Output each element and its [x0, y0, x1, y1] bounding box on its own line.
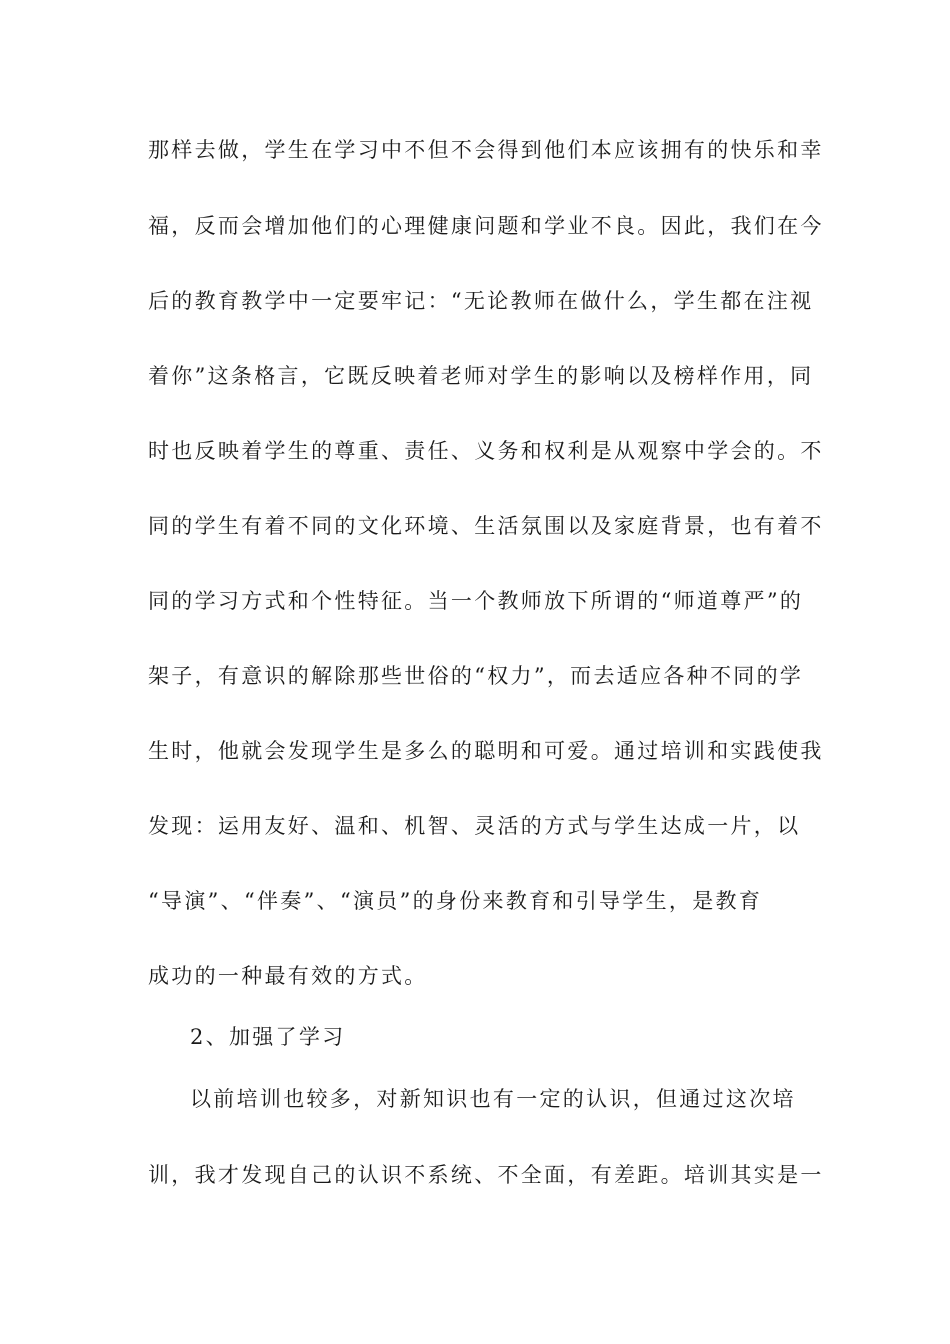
paragraph-line: 以前培训也较多，对新知识也有一定的认识，但通过这次培 [190, 1087, 796, 1111]
paragraph-line: 发现：运用友好、温和、机智、灵活的方式与学生达成一片，以 [148, 814, 801, 838]
paragraph-line: 时也反映着学生的尊重、责任、义务和权利是从观察中学会的。不 [148, 439, 824, 463]
paragraph-line: 着你”这条格言，它既反映着老师对学生的影响以及榜样作用，同 [148, 364, 814, 388]
paragraph-line: “导演”、“伴奏”、“演员”的身份来教育和引导学生，是教育 [148, 889, 763, 913]
paragraph-line: 架子，有意识的解除那些世俗的“权力”，而去适应各种不同的学 [148, 664, 804, 688]
paragraph-line: 后的教育教学中一定要牢记：“无论教师在做什么，学生都在注视 [148, 289, 814, 313]
paragraph-line: 同的学生有着不同的文化环境、生活氛围以及家庭背景，也有着不 [148, 514, 824, 538]
paragraph-line: 成功的一种最有效的方式。 [148, 964, 428, 988]
paragraph-line: 生时，他就会发现学生是多么的聪明和可爱。通过培训和实践使我 [148, 739, 824, 763]
section-heading: 2、加强了学习 [190, 1025, 346, 1049]
paragraph-line: 同的学习方式和个性特征。当一个教师放下所谓的“师道尊严”的 [148, 589, 804, 613]
paragraph-line: 福，反而会增加他们的心理健康问题和学业不良。因此，我们在今 [148, 214, 824, 238]
paragraph-line: 训，我才发现自己的认识不系统、不全面，有差距。培训其实是一 [148, 1163, 824, 1187]
paragraph-line: 那样去做，学生在学习中不但不会得到他们本应该拥有的快乐和幸 [148, 138, 824, 162]
